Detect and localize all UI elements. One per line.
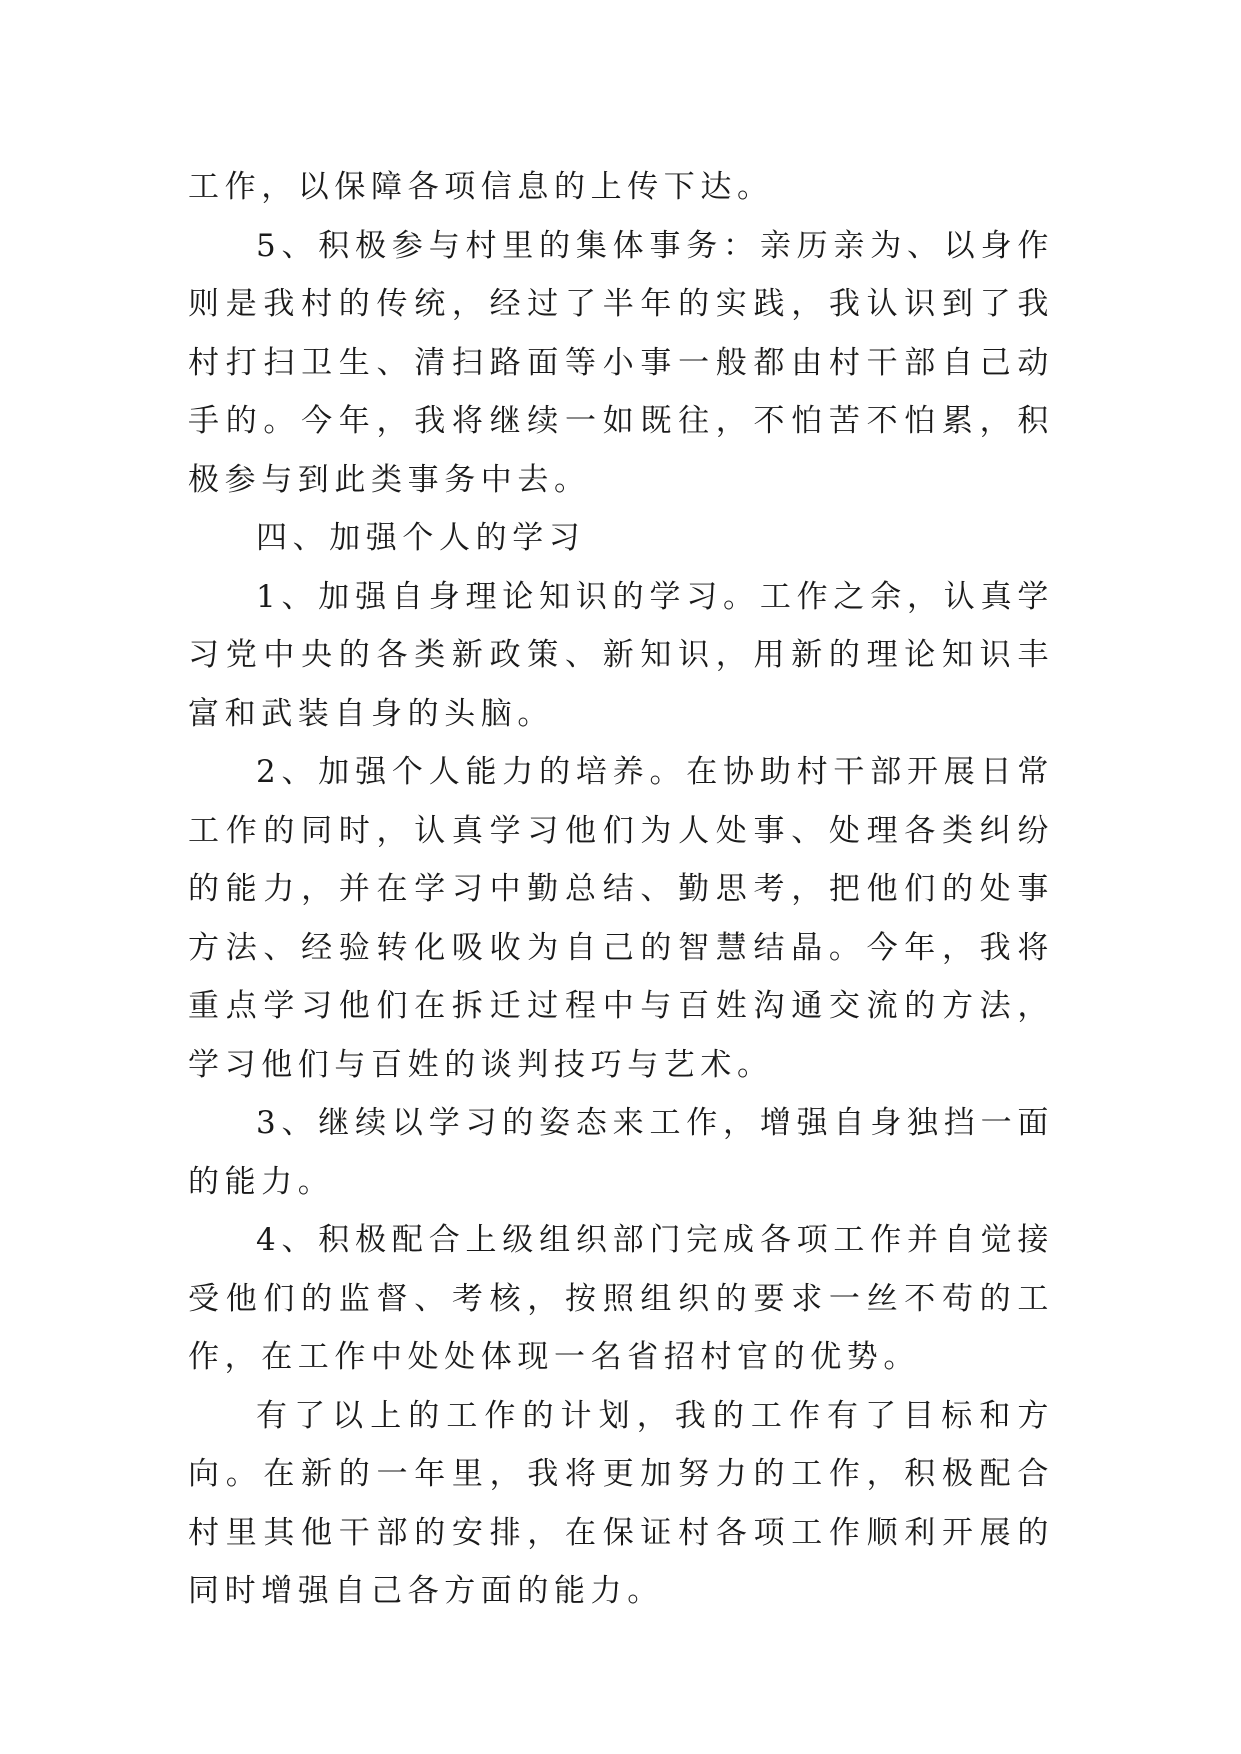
- paragraph-item-4: 4、积极配合上级组织部门完成各项工作并自觉接受他们的监督、考核，按照组织的要求一丝不苟的工作，在工作中处处体现一名省招村官的优势。: [188, 1222, 1054, 1375]
- section-heading-4: 四、加强个人的学习: [256, 520, 586, 556]
- paragraph-conclusion: 有了以上的工作的计划，我的工作有了目标和方向。在新的一年里，我将更加努力的工作，积极配合村里其他干部的安排，在保证村各项工作顺利开展的同时增强自己各方面的能力。: [188, 1397, 1054, 1609]
- paragraph-item-2: 2、加强个人能力的培养。在协助村干部开展日常工作的同时，认真学习他们为人处事、处理各类纠纷的能力，并在学习中勤总结、勤思考，把他们的处事方法、经验转化吸收为自己的智慧结晶。今年，我将重点学习他们在拆迁过程中与百姓沟通交流的方法，学习他们与百姓的谈判技巧与艺术。: [188, 754, 1054, 1083]
- paragraph-continuation: 工作，以保障各项信息的上传下达。: [188, 169, 774, 205]
- paragraph-item-1: 1、加强自身理论知识的学习。工作之余，认真学习党中央的各类新政策、新知识，用新的理论知识丰富和武装自身的头脑。: [188, 578, 1054, 732]
- paragraph-item-3: 3、继续以学习的姿态来工作，增强自身独挡一面的能力。: [188, 1105, 1054, 1200]
- paragraph-item-5: 5、积极参与村里的集体事务：亲历亲为、以身作则是我村的传统，经过了半年的实践，我认识到了我村打扫卫生、清扫路面等小事一般都由村干部自己动手的。今年，我将继续一如既往，不怕苦不怕累，积极参与到此类事务中去。: [188, 227, 1054, 498]
- document-body: [188, 158, 1054, 1621]
